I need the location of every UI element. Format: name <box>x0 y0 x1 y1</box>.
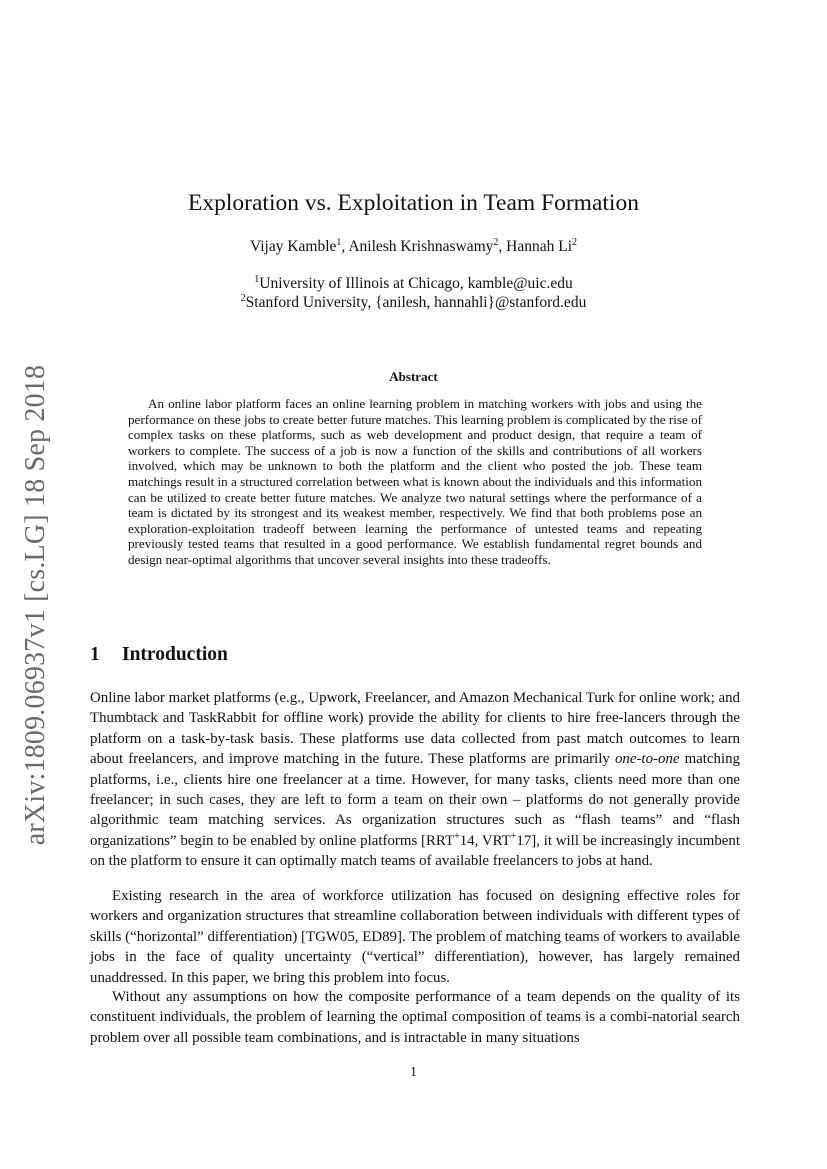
affiliation-text: Stanford University, {anilesh, hannahli}@stanford.edu <box>245 294 587 311</box>
arxiv-identifier: arXiv:1809.06937v1 [cs.LG] 18 Sep 2018 <box>20 364 51 846</box>
affiliation-mark: 2 <box>240 292 246 304</box>
affiliation-mark: 1 <box>254 273 260 285</box>
author-affiliation-mark: 2 <box>572 236 578 248</box>
author-name: Vijay Kamble <box>249 238 337 255</box>
section-number: 1 <box>90 644 100 665</box>
author-affiliation-mark: 2 <box>493 236 499 248</box>
author-list: Vijay Kamble$^1$, Anilesh Krishnaswamy$^2$, Hannah Li$^2$ <box>249 236 578 255</box>
paragraph-2: Existing research in the area of workforce utilization has focused on designing effective roles for workers and organization structures that streamline collaboration between individuals with different types of skills (“horizontal” differentiation) [TGW05, ED89]. The problem of matching teams of workers to available jobs in the face of quality uncertainty (“vertical” differentiation), however, has largely remained unaddressed. In this paper, we bring this problem into focus. <box>90 888 740 986</box>
affiliation-text: University of Illinois at Chicago, kamble@uic.edu <box>259 275 573 292</box>
abstract-text: An online labor platform faces an online learning problem in matching workers with jobs and using the performance on these jobs to create better future matches. This learning problem is complicated by the rise of complex tasks on these platforms, such as web development and product design, that require a team of workers to complete. The success of a job is now a function of the skills and contributions of all workers involved, which may be unknown to both the platform and the client who posted the job. These team matchings result in a structured correlation between what is known about the individuals and this information can be utilized to create better future matches. We analyze two natural settings where the performance of a team is dictated by its strongest and its weakest member, respectively. We find that both problems pose an exploration-exploitation tradeoff between learning the performance of untested teams and repeating previously tested teams that resulted in a good performance. We establish fundamental regret bounds and design near-optimal algorithms that uncover several insights into these tradeoffs. <box>128 396 702 567</box>
page-number: 1 <box>410 1065 417 1080</box>
paragraph-3: Without any assumptions on how the composite performance of a team depends on the quality of its constituent individuals, the problem of learning the optimal composition of teams is a combi-natorial search problem over all possible team combinations, and is intractable in many situations <box>90 989 740 1046</box>
section-title: Introduction <box>122 644 228 665</box>
paper-title: Exploration vs. Exploitation in Team Formation <box>188 190 639 216</box>
emphasis-one-to-one: one-to-one <box>614 751 680 768</box>
affiliation-1 <box>0 275 827 293</box>
abstract-heading: Abstract <box>389 369 438 384</box>
author-affiliation-mark: 1 <box>336 236 342 248</box>
paragraph-1: Online labor market platforms (e.g., Upwork, Freelancer, and Amazon Mechanical Turk for online work; and Thumbtack and TaskRabbit for offline work) provide the ability for clients to hire free-lancers through the platform on a task-by-task basis. These platforms use data collected from past match outcomes to learn about freelancers, and improve matching in the future. These platforms are primarily one-to-one matching platforms, i.e., clients hire one freelancer at a time. However, for many tasks, clients need more than one freelancer; in such cases, they are left to form a team on their own – platforms do not generally provide algorithmic team matching services. As organization structures such as “flash teams” and “flash organizations” begin to be enabled by online platforms [RRT+14, VRT+17], it will be increasingly incumbent on the platform to ensure it can optimally match teams of available freelancers to jobs at hand. <box>90 690 740 870</box>
section-heading <box>90 644 228 666</box>
author-name: Anilesh Krishnaswamy <box>348 238 494 255</box>
affiliation-2 <box>0 294 827 312</box>
author-name: Hannah Li <box>506 238 573 255</box>
